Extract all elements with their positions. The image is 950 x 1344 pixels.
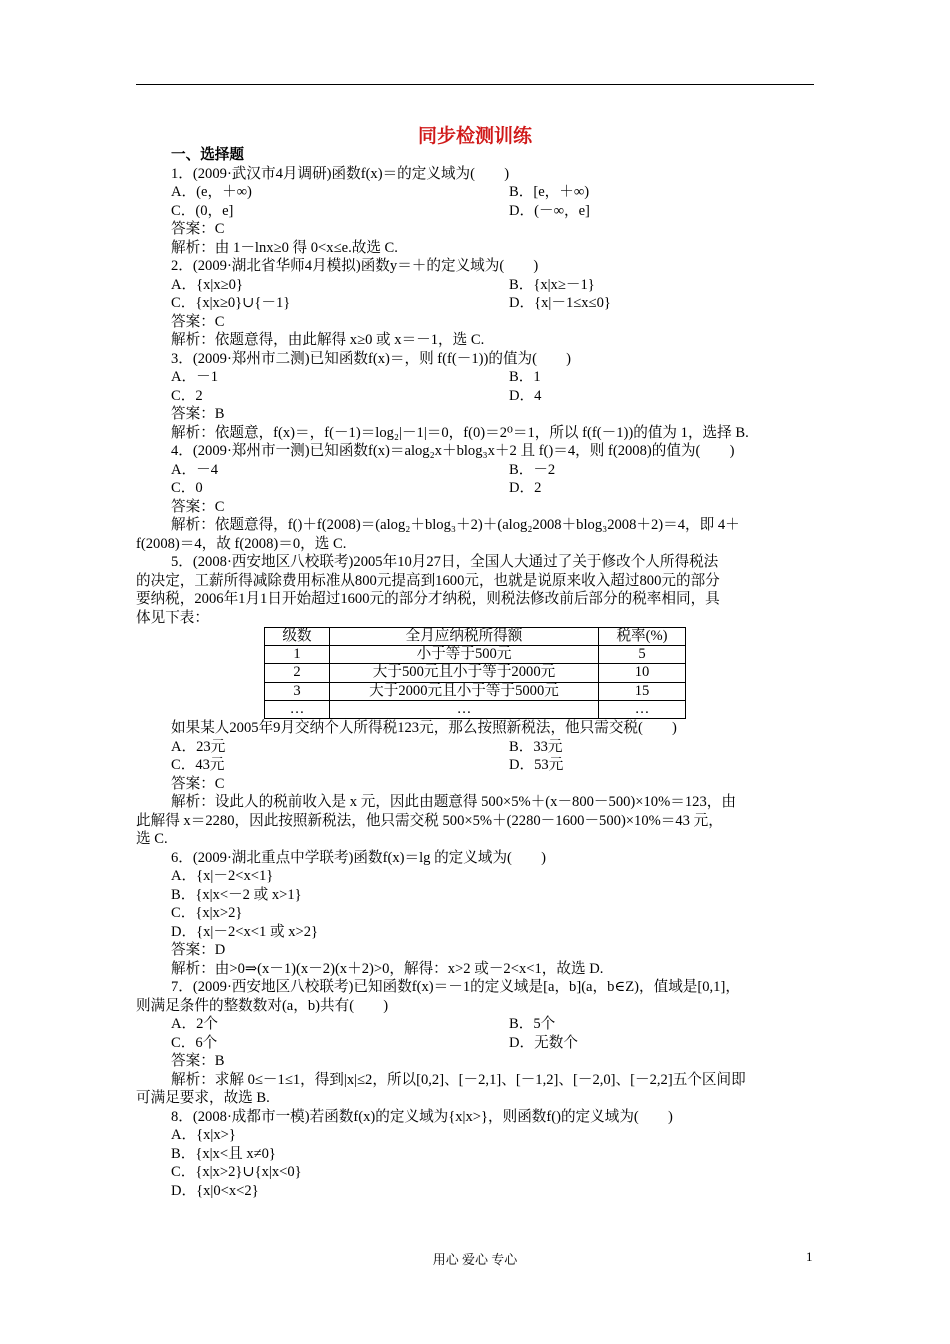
option-text: A．23元 — [171, 738, 226, 755]
text-line: 体见下表： — [136, 609, 209, 626]
text-line: D．{x|0<x<2} — [171, 1182, 259, 1199]
table-cell: … — [330, 700, 599, 718]
option-text: B．1 — [509, 369, 541, 385]
table-row — [265, 664, 686, 682]
table-header-row — [265, 628, 686, 646]
text-line: C．{x|x>2} — [171, 905, 243, 922]
option-row — [136, 294, 816, 313]
option-text: D．{x|－1≤x≤0} — [509, 295, 611, 311]
text-line: 答案：B — [171, 1053, 225, 1070]
page-number: 1 — [806, 1249, 813, 1264]
table-header-cell: 税率(%) — [599, 628, 686, 646]
table-row — [265, 682, 686, 700]
questions-block-2 — [136, 719, 816, 1200]
text-line: 解析：求解 0≤－1≤1，得到|x|≤2，所以[0,2]、[－2,1]、[－1,2]、[－2,0]、[－2,2]五个区间即 — [171, 1071, 746, 1088]
table-cell: 大于2000元且小于等于5000元 — [330, 682, 599, 700]
table-row — [265, 646, 686, 664]
text-line: B．{x|x<－2 或 x>1} — [171, 886, 302, 903]
text-line: 答案：C — [171, 775, 225, 792]
text-line: f(2008)＝4，故 f(2008)＝0，选 C. — [136, 535, 347, 552]
table-cell: 5 — [599, 646, 686, 664]
text-line: D．{x|－2<x<1 或 x>2} — [171, 923, 319, 940]
option-row — [136, 368, 816, 387]
header-rule — [136, 84, 814, 85]
text-line: C．{x|x>2}∪{x|x<0} — [171, 1164, 302, 1181]
text-line: 2．(2009·湖北省华师4月模拟)函数y＝＋的定义域为( ) — [171, 258, 539, 274]
text-line: 解析：由>0⇒(x－1)(x－2)(x＋2)>0，解得：x>2 或－2<x<1，故选 D. — [171, 960, 604, 977]
option-text: A．2个 — [171, 1016, 219, 1033]
text-line: 解析：由 1－lnx≥0 得 0<x≤e.故选 C. — [171, 239, 398, 256]
table-header-cell: 级数 — [265, 628, 330, 646]
table-cell: … — [599, 700, 686, 718]
option-text: D．4 — [509, 387, 542, 404]
table-cell: 3 — [265, 682, 330, 700]
table-cell: 大于500元且小于等于2000元 — [330, 664, 599, 682]
tax-rate-table — [264, 627, 686, 719]
text-line: 答案：D — [171, 942, 226, 959]
questions-block-1 — [136, 146, 816, 627]
text-line: 3．(2009·郑州市二测)已知函数f(x)＝，则 f(f(－1))的值为( ) — [171, 350, 572, 367]
option-row — [136, 756, 816, 775]
option-text: B．{x|x≥－1} — [509, 276, 595, 293]
option-text: C．6个 — [171, 1034, 218, 1051]
text-line: 答案：C — [171, 313, 225, 330]
option-text: C．0 — [171, 480, 203, 496]
text-line: 则满足条件的整数数对(a，b)共有( ) — [136, 997, 389, 1014]
option-text: D．53元 — [509, 757, 564, 774]
text-line: B．{x|x<且 x≠0} — [171, 1145, 276, 1162]
option-text: B．5个 — [509, 1016, 556, 1033]
text-line: 8．(2008·成都市一模)若函数f(x)的定义域为{x|x>}，则函数f()的定义域为( ) — [171, 1108, 673, 1125]
option-text: C．2 — [171, 387, 203, 404]
option-text: A．{x|x≥0} — [171, 276, 243, 293]
text-line: 答案：C — [171, 221, 225, 237]
text-line: 解析：依题意得，由此解得 x≥0 或 x＝－1，选 C. — [171, 332, 485, 348]
text-line: 1．(2009·武汉市4月调研)函数f(x)＝的定义域为( ) — [171, 165, 510, 182]
option-row — [136, 479, 816, 498]
text-line: 7．(2009·西安地区八校联考)已知函数f(x)＝－1的定义域是[a，b](a，b∈Z)，值域是[0,1]， — [171, 979, 740, 996]
option-row — [136, 461, 816, 480]
text-line: 答案：C — [171, 498, 225, 515]
text-line: A．{x|－2<x<1} — [171, 868, 274, 885]
text-line: 5．(2008·西安地区八校联考)2005年10月27日，全国人大通过了关于修改个人所得税法 — [171, 554, 719, 570]
option-row — [136, 1034, 816, 1053]
text-line: 的决定，工薪所得减除费用标准从800元提高到1600元，也就是说原来收入超过800元的部分 — [136, 572, 720, 589]
text-line: 可满足要求，故选 B. — [136, 1090, 270, 1107]
text-line: 要纳税，2006年1月1日开始超过1600元的部分才纳税，则税法修改前后部分的税率相同，具 — [136, 591, 720, 607]
text-line: 此解得 x＝2280，因此按照新税法，他只需交税 500×5%＋(2280－1600－500)×10%＝43 元， — [136, 812, 723, 829]
option-text: A．－4 — [171, 461, 219, 478]
option-text: A．(e，＋∞) — [171, 184, 252, 200]
option-text: D．无数个 — [509, 1034, 578, 1051]
table-cell: … — [265, 700, 330, 718]
text-line: 4．(2009·郑州市一测)已知函数f(x)＝alog₂x＋blog₃x＋2 且 f()＝4，则 f(2008)的值为( ) — [171, 443, 735, 459]
option-row — [136, 202, 816, 221]
table-cell: 15 — [599, 682, 686, 700]
option-row — [136, 276, 816, 295]
table-cell: 2 — [265, 664, 330, 682]
option-text: C．(0，e] — [171, 202, 234, 219]
option-text: C．{x|x≥0}∪{－1} — [171, 295, 291, 311]
text-line: 解析：设此人的税前收入是 x 元，因此由题意得 500×5%＋(x－800－500)×10%＝123，由 — [171, 794, 736, 811]
text-line: 答案：B — [171, 406, 225, 422]
option-text: B．33元 — [509, 738, 563, 755]
option-text: A．－1 — [171, 369, 219, 385]
option-row — [136, 1015, 816, 1034]
page-title: 同步检测训练 — [417, 126, 532, 147]
table-row — [265, 700, 686, 718]
table-cell: 10 — [599, 664, 686, 682]
document-body — [136, 146, 816, 1200]
option-text: C．43元 — [171, 757, 225, 774]
page-footer: 用心 爱心 专心 — [432, 1252, 518, 1267]
text-line: 如果某人2005年9月交纳个人所得税123元，那么按照新税法，他只需交税( ) — [171, 720, 677, 737]
option-row — [136, 183, 816, 202]
table-header-cell: 全月应纳税所得额 — [330, 628, 599, 646]
option-row — [136, 738, 816, 757]
option-text: B．[e，＋∞) — [509, 184, 590, 200]
text-line: 6．(2009·湖北重点中学联考)函数f(x)＝lg 的定义域为( ) — [171, 849, 546, 866]
table-cell: 1 — [265, 646, 330, 664]
option-text: B．－2 — [509, 461, 556, 478]
table-cell: 小于等于500元 — [330, 646, 599, 664]
option-text: D．(－∞，e] — [509, 202, 590, 219]
option-row — [136, 387, 816, 406]
text-line: 解析：依题意，f(x)＝，f(－1)＝log₂|－1|＝0，f(0)＝2⁰＝1，所以 f(f(－1))的值为 1，选择 B. — [171, 424, 749, 441]
text-line: A．{x|x>} — [171, 1127, 236, 1144]
option-text: D．2 — [509, 480, 542, 496]
text-line: 一、选择题 — [171, 147, 244, 163]
text-line: 选 C. — [136, 831, 168, 848]
text-line: 解析：依题意得，f()＋f(2008)＝(alog₂＋blog₃＋2)＋(alog₂2008＋blog₃2008＋2)＝4，即 4＋ — [171, 517, 740, 533]
